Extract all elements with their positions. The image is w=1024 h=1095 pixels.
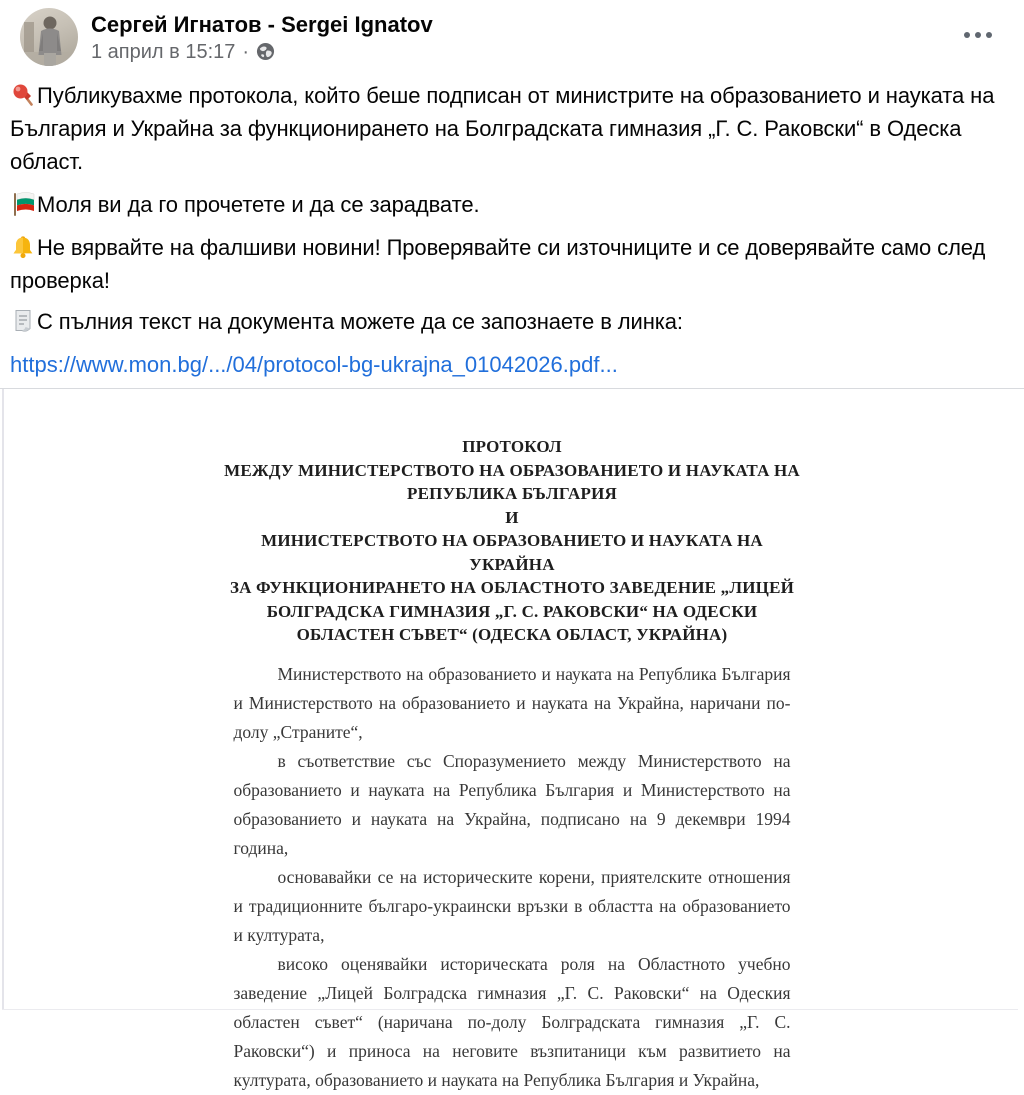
photo-left-edge	[2, 389, 4, 1009]
post-paragraph	[10, 188, 1014, 221]
attached-document-photo[interactable]	[0, 388, 1024, 1090]
post-paragraph-text: Моля ви да го прочетете и да се зарадвате.	[37, 192, 480, 217]
globe-icon	[256, 40, 275, 64]
document-title-line: МЕЖДУ МИНИСТЕРСТВОТО НА ОБРАЗОВАНИЕТО И НАУКАТА НА	[224, 460, 800, 480]
document-paragraph: в съответствие със Споразумението между Министерството на образованието и науката на Република България и Министерството на образованието и науката на Украйна, подписано на 9 декември 1994 година,	[233, 750, 791, 858]
document-title-line: ПРОТОКОЛ	[462, 437, 562, 456]
ellipsis-icon	[975, 32, 981, 38]
document-title-line: МИНИСТЕРСТВОТО НА ОБРАЗОВАНИЕТО И НАУКАТА НА	[261, 531, 763, 550]
author-name[interactable]: Сергей Игнатов - Sergei Ignatov	[91, 12, 433, 37]
profile-photo-person	[20, 8, 78, 66]
post-meta[interactable]	[91, 40, 433, 64]
timestamp[interactable]: 1 април в 15:17	[91, 41, 236, 63]
post-paragraph	[10, 231, 1014, 297]
post-header	[0, 0, 1024, 66]
post-body	[0, 66, 1024, 381]
ellipsis-icon	[964, 32, 970, 38]
document-title-line: РЕПУБЛИКА БЪЛГАРИЯ	[407, 484, 617, 503]
post-paragraph-text: С пълния текст на документа можете да се запознаете в линка:	[37, 309, 683, 334]
author-block	[91, 8, 433, 64]
meta-separator: ·	[242, 41, 250, 63]
pushpin-icon	[10, 82, 36, 108]
bulgaria-flag-icon	[10, 191, 36, 217]
document-title-line: ЗА ФУНКЦИОНИРАНЕТО НА ОБЛАСТНОТО ЗАВЕДЕНИЕ „ЛИЦЕЙ	[229, 578, 795, 597]
ellipsis-icon	[986, 32, 992, 38]
document-paragraph: основавайки се на историческите корени, приятелските отношения и традиционните българо-украински връзки в областта на образованието и културата,	[233, 866, 791, 945]
document-title-line: УКРАЙНА	[469, 554, 555, 574]
page-with-curl-icon	[10, 308, 36, 334]
bell-icon	[10, 234, 36, 260]
post-options-button[interactable]	[960, 24, 996, 46]
post-paragraph-text: Публикувахме протокола, който беше подписан от министрите на образованието и науката на България и Украйна за функционирането на Болградската гимназия „Г. С. Раковски“ в Одеска област.	[10, 83, 995, 174]
post-paragraph	[10, 79, 1014, 178]
document-paragraph: Министерството на образованието и науката на Република България и Министерството на образованието и науката на Украйна, наричани по-долу „Страните“,	[233, 663, 791, 742]
post-link-row	[10, 348, 1014, 381]
document-paragraph: високо оценявайки историческата роля на Областното учебно заведение „Лицей Болградска гимназия „Г. С. Раковски“ на Одеския областен съвет“ (наричана по-долу Болградската гимназия „Г. С. Раковски“) и приноса на неговите възпитаници към развитието на културата, образованието и науката на Република България и Украйна,	[233, 953, 791, 1090]
avatar[interactable]	[20, 8, 78, 66]
document-title-line: И	[505, 507, 519, 527]
document-title-line: ОБЛАСТЕН СЪВЕТ“ (ОДЕСКА ОБЛАСТ, УКРАЙНА)	[296, 625, 728, 644]
document-title	[0, 435, 1024, 647]
post-paragraph	[10, 305, 1014, 338]
post-link[interactable]: https://www.mon.bg/.../04/protocol-bg-ukrajna_01042026.pdf...	[10, 352, 618, 377]
document-body	[234, 660, 791, 1095]
post-paragraph-text: Не вярвайте на фалшиви новини! Проверявайте си източниците и се доверявайте само след проверка!	[10, 235, 986, 293]
document-title-line: БОЛГРАДСКА ГИМНАЗИЯ „Г. С. РАКОВСКИ“ НА ОДЕСКИ	[266, 601, 758, 621]
photo-bottom-edge	[2, 1009, 1018, 1010]
